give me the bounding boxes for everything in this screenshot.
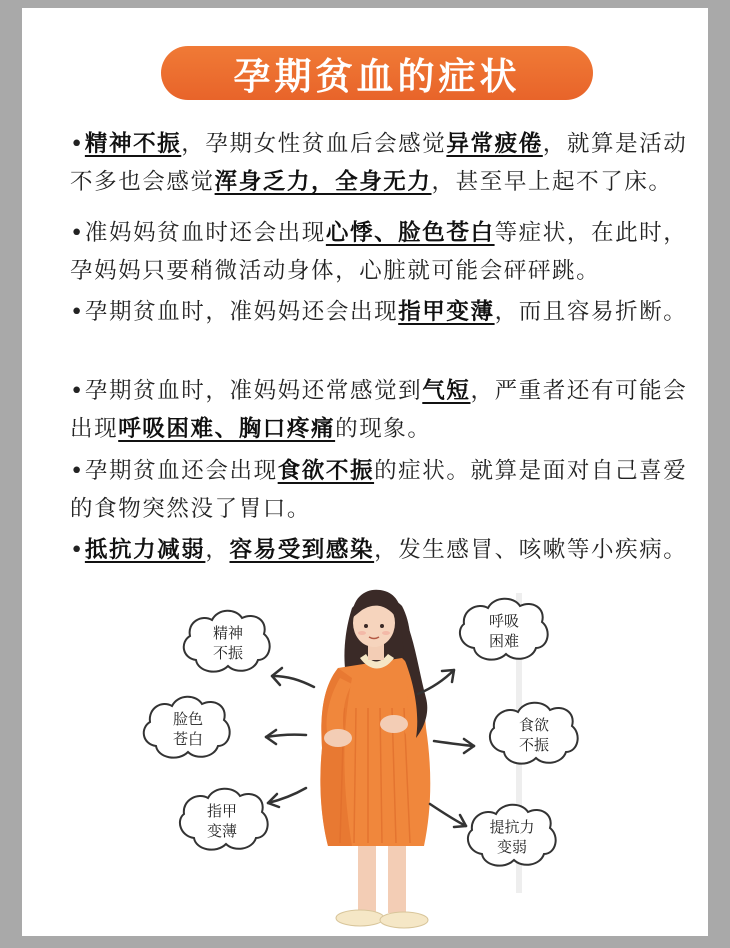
bubble-appetite-line2: 不振 bbox=[518, 736, 550, 754]
highlight-text: 异常疲倦 bbox=[446, 131, 543, 157]
highlight-text: 抵抗力减弱 bbox=[84, 537, 206, 563]
body-text: ，孕期女性贫血后会感觉 bbox=[181, 131, 447, 157]
arrow-to-breath bbox=[418, 670, 454, 694]
body-text: ， bbox=[205, 537, 230, 563]
body-text: •孕期贫血还会出现 bbox=[70, 458, 278, 484]
body-text: ，就算是活动不多也会感觉 bbox=[70, 131, 688, 195]
bubble-nails-line2: 变薄 bbox=[206, 822, 238, 840]
body-text: ，而且容易折断。 bbox=[494, 299, 688, 325]
highlight-text: 食欲不振 bbox=[277, 458, 375, 484]
arrow-to-nails bbox=[268, 788, 306, 803]
bubble-spirit-line1: 精神 bbox=[212, 624, 244, 642]
arrow-to-pale bbox=[266, 735, 306, 737]
body-text: •孕期贫血时，准妈妈还常感觉到 bbox=[70, 378, 423, 404]
highlight-text: 浑身乏力，全身无力 bbox=[214, 169, 432, 195]
bubble-pale-line2: 苍白 bbox=[172, 730, 204, 748]
highlight-text: 容易受到感染 bbox=[229, 537, 375, 563]
infographic-card bbox=[22, 8, 708, 936]
bubble-breath-line1: 呼吸 bbox=[488, 612, 520, 630]
highlight-text: 心悸、脸色苍白 bbox=[325, 220, 495, 246]
highlight-text: 指甲变薄 bbox=[398, 299, 495, 325]
bubble-breath-line2: 困难 bbox=[488, 632, 520, 650]
body-text: ，发生感冒、咳嗽等小疾病。 bbox=[374, 537, 688, 563]
body-text: ，甚至早上起不了床。 bbox=[431, 169, 673, 195]
bubble-immunity-line2: 变弱 bbox=[496, 838, 528, 856]
body-text: 的现象。 bbox=[335, 416, 432, 442]
bubble-appetite-line1: 食欲 bbox=[518, 716, 550, 734]
bubble-spirit-line2: 不振 bbox=[212, 644, 244, 662]
pregnant-woman-figure bbox=[320, 590, 430, 928]
highlight-text: 气短 bbox=[422, 378, 471, 404]
pregnant-woman-illustration bbox=[22, 8, 708, 936]
body-text: 的症状。就算是面对自己喜爱的食物突然没了胃口。 bbox=[70, 458, 688, 522]
body-text: 等症状，在此时，孕妈妈只要稍微活动身体，心脏就可能会砰砰跳。 bbox=[70, 220, 688, 284]
highlight-text: 呼吸困难、胸口疼痛 bbox=[118, 416, 336, 442]
page-title: 孕期贫血的症状 bbox=[233, 55, 521, 98]
body-text: • bbox=[70, 537, 85, 563]
bubble-nails-line1: 指甲 bbox=[206, 802, 238, 820]
body-text: • bbox=[70, 131, 85, 157]
highlight-text: 精神不振 bbox=[84, 131, 182, 157]
bubble-immunity-line1: 提抗力 bbox=[489, 818, 535, 836]
body-text: ，严重者还有可能会出现 bbox=[70, 378, 688, 442]
body-text: •孕期贫血时，准妈妈还会出现 bbox=[70, 299, 399, 325]
body-text: •准妈妈贫血时还会出现 bbox=[70, 220, 326, 246]
bubble-pale-line1: 脸色 bbox=[172, 710, 204, 728]
